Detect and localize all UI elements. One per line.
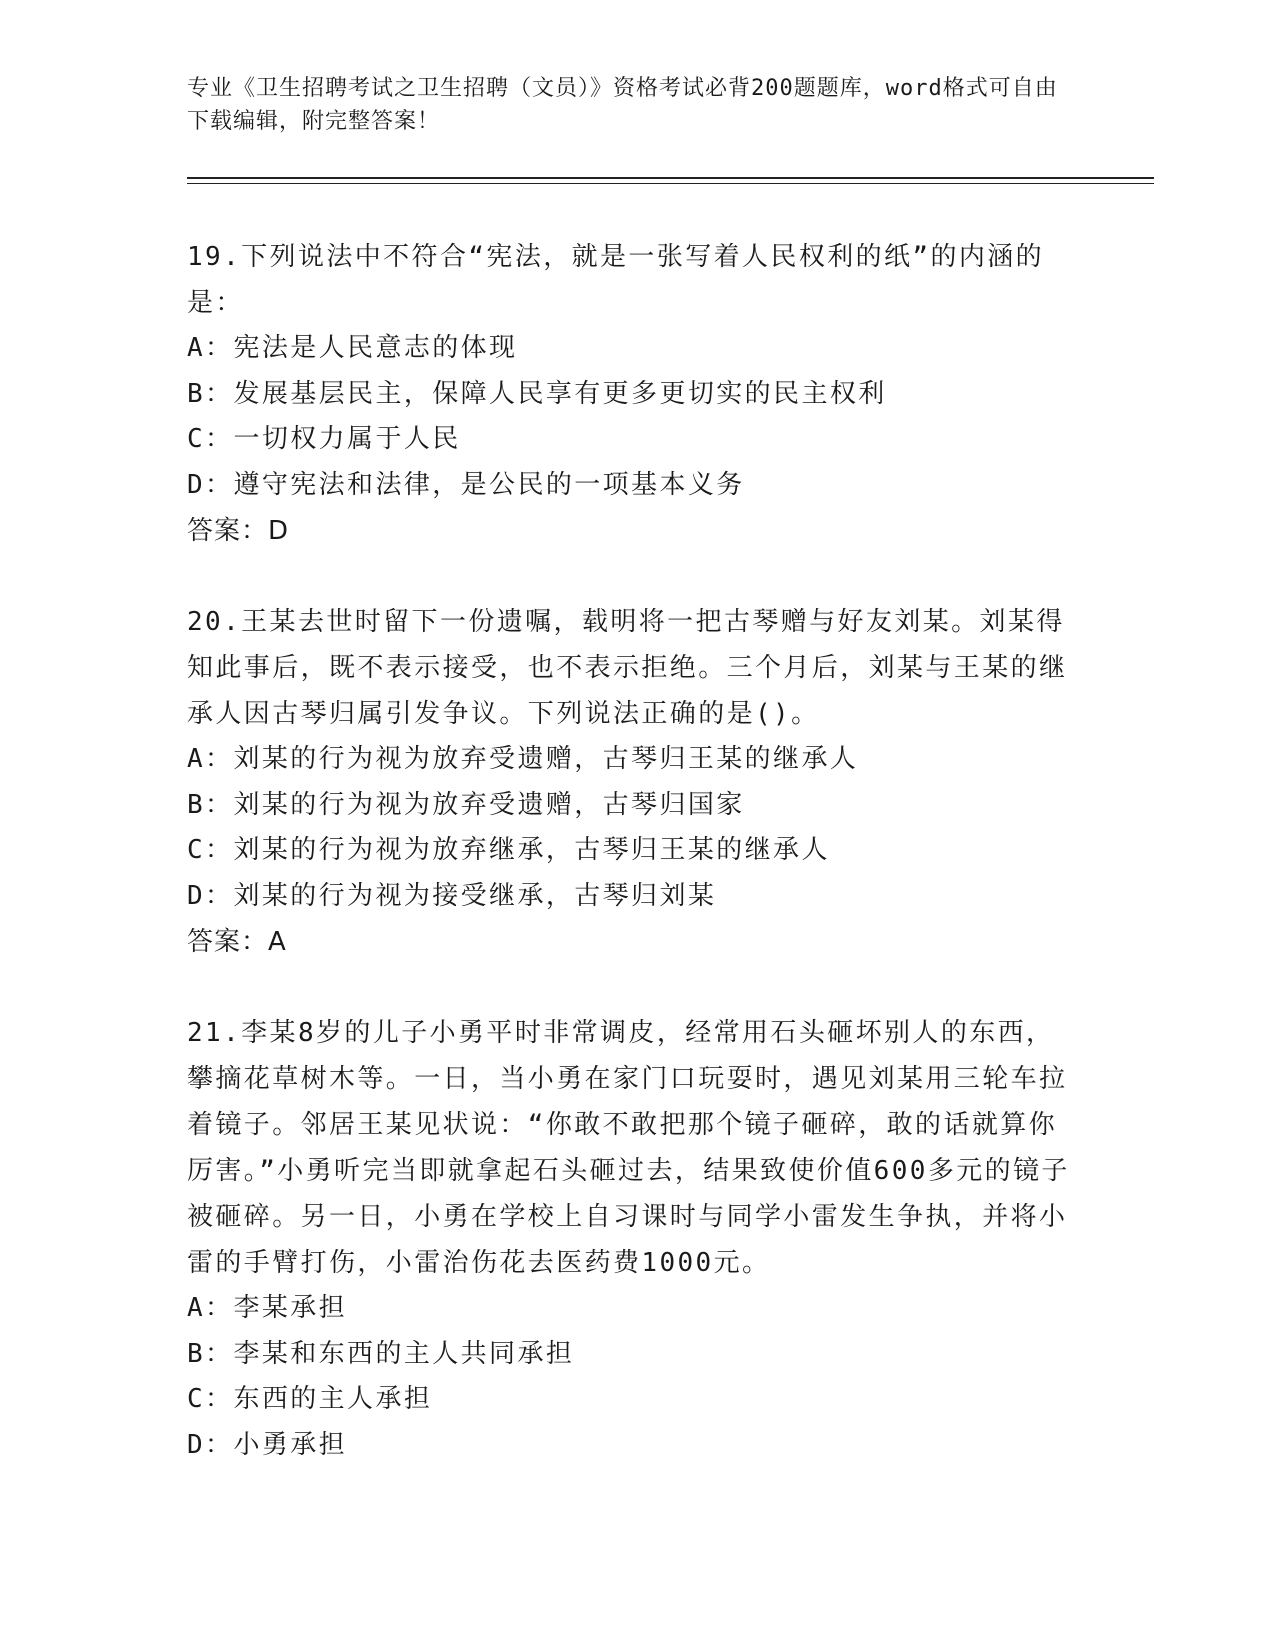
answer: 答案：D (187, 516, 290, 546)
question-20 (187, 599, 1077, 965)
question-stem: 19.下列说法中不符合“宪法，就是一张写着人民权利的纸”的内涵的是： (187, 242, 1045, 318)
question-21 (187, 1010, 1077, 1468)
question-stem: 20.王某去世时留下一份遗嘱，载明将一把古琴赠与好友刘某。刘某得知此事后，既不表示接受，也不表示拒绝。三个月后，刘某与王某的继承人因古琴归属引发争议。下列说法正确的是()。 (187, 607, 1068, 729)
document-header: 专业《卫生招聘考试之卫生招聘（文员）》资格考试必背200题题库，word格式可自由下载编辑，附完整答案！ (187, 76, 1058, 134)
option-a: A：刘某的行为视为放弃受遗赠，古琴归王某的继承人 (187, 744, 859, 774)
option-c: C：一切权力属于人民 (187, 424, 461, 454)
option-c: C：刘某的行为视为放弃继承，古琴归王某的继承人 (187, 835, 830, 865)
answer: 答案：A (187, 927, 287, 957)
question-stem: 21.李某8岁的儿子小勇平时非常调皮，经常用石头砸坏别人的东西，攀摘花草树木等。一日，当小勇在家门口玩耍时，遇见刘某用三轮车拉着镜子。邻居王某见状说：“你敢不敢把那个镜子砸碎，敢的话就算你厉害。”小勇听完当即就拿起石头砸过去，结果致使价值600多元的镜子被砸碎。另一日，小勇在学校上自习课时与同学小雷发生争执，并将小雷的手臂打伤，小雷治伤花去医药费1000元。 (187, 1018, 1070, 1278)
header-rule-thick (187, 177, 1154, 179)
option-d: D：小勇承担 (187, 1429, 348, 1460)
option-a: A：宪法是人民意志的体现 (187, 333, 518, 363)
header-rule-thin (187, 183, 1154, 184)
option-d: D：遵守宪法和法律，是公民的一项基本义务 (187, 469, 745, 500)
option-c: C：东西的主人承担 (187, 1384, 433, 1414)
option-b: B：刘某的行为视为放弃受遗赠，古琴归国家 (187, 789, 745, 820)
option-b: B：发展基层民主，保障人民享有更多更切实的民主权利 (187, 378, 887, 409)
question-19 (187, 234, 1077, 554)
option-d: D：刘某的行为视为接受继承，古琴归刘某 (187, 880, 717, 911)
option-a: A：李某承担 (187, 1293, 348, 1323)
option-b: B：李某和东西的主人共同承担 (187, 1338, 575, 1369)
